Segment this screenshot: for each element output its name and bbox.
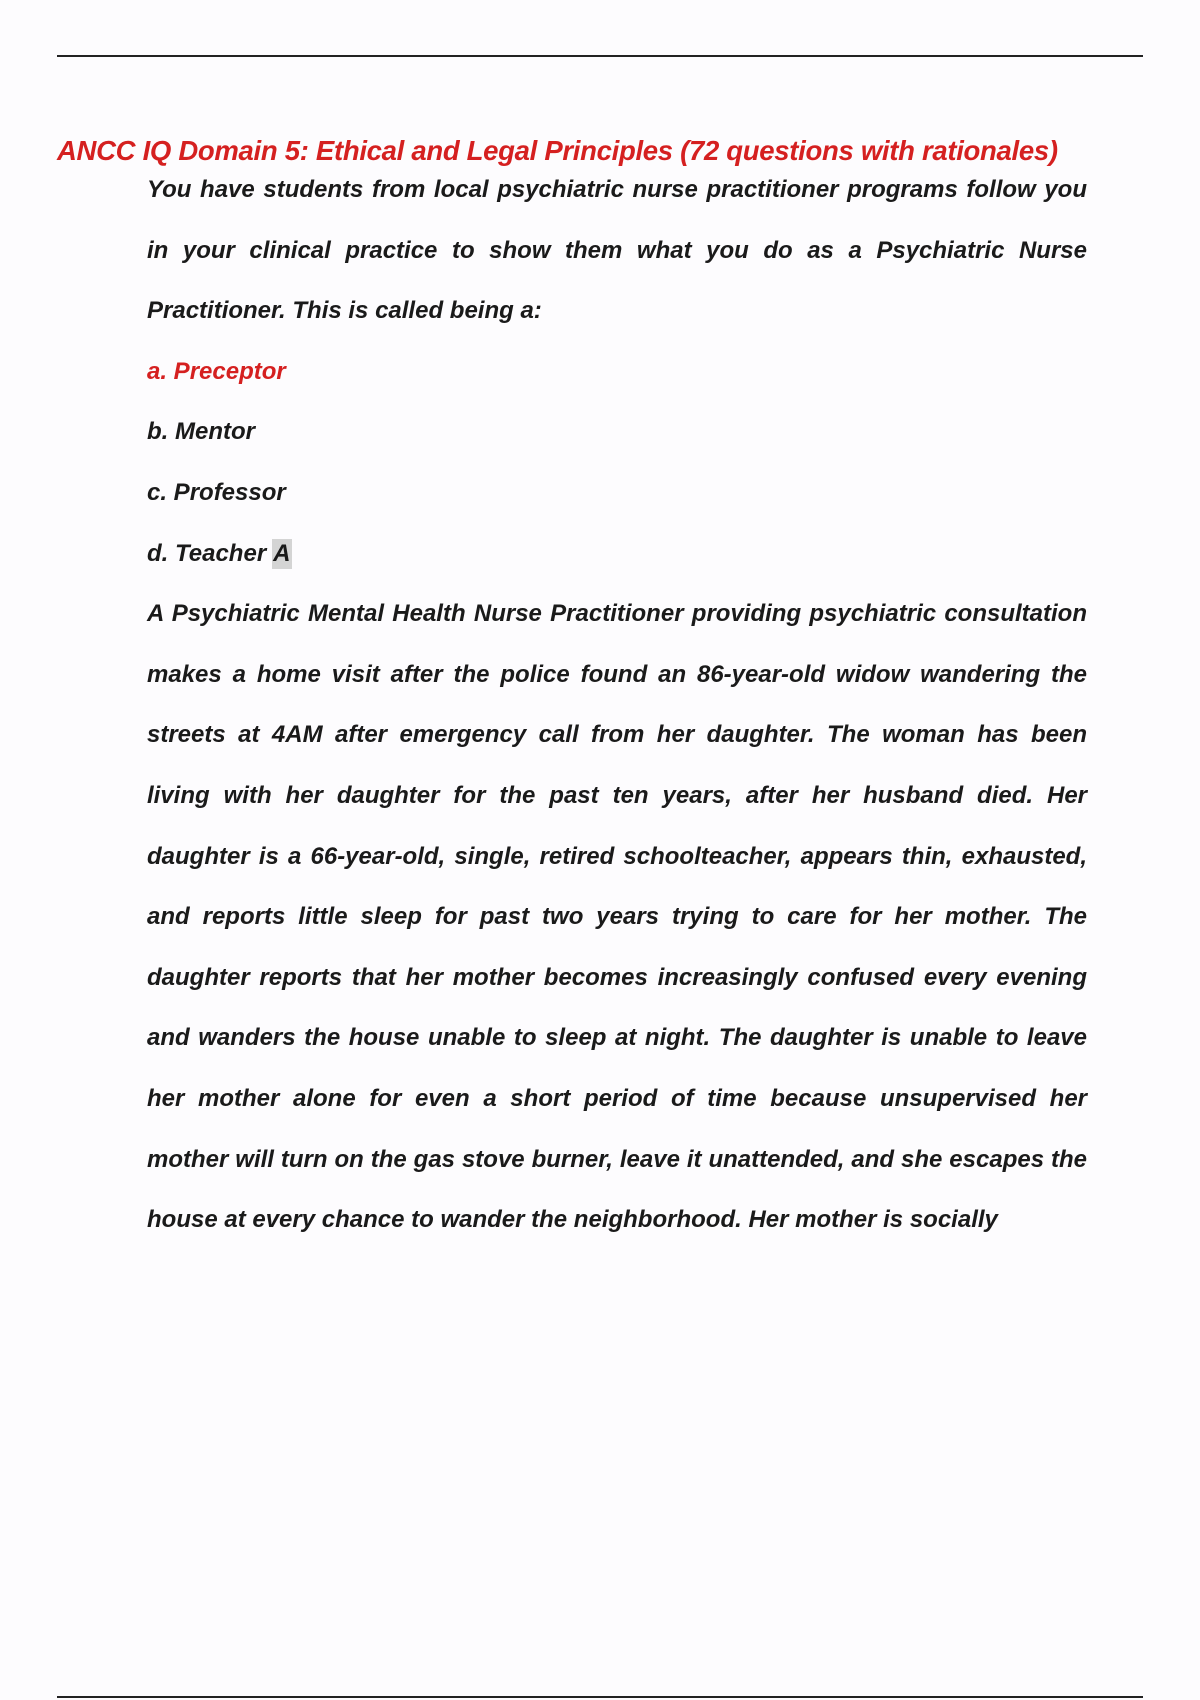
document-title: ANCC IQ Domain 5: Ethical and Legal Principles (72 questions with rationales) [57, 135, 1058, 166]
option-a-correct: a. Preceptor [147, 357, 286, 385]
header-divider [57, 55, 1143, 57]
footer-divider [57, 1696, 1143, 1698]
option-d-row [147, 524, 1087, 585]
answer-key: A [273, 539, 291, 567]
question-1-stem: You have students from local psychiatric nurse practitioner programs follow you in your clinical practice to show them what you do as a Psychiatric Nurse Practitioner. This is called being a: [147, 176, 1087, 325]
document-body [147, 160, 1087, 1251]
option-b: b. Mentor [147, 418, 255, 446]
option-d: d. Teacher [147, 539, 267, 567]
question-2-stem: A Psychiatric Mental Health Nurse Practitioner providing psychiatric consultation makes a home visit after the police found an 86-year-old widow wandering the streets at 4AM after emergency call from her daughter. The woman has been living with her daughter for the past ten years, after her husband died. Her daughter is a 66-year-old, single, retired schoolteacher, appears thin, exhausted, and reports little sleep for past two years trying to care for her mother. The daughter reports that her mother becomes increasingly confused every evening and wanders the house unable to sleep at night. The daughter is unable to leave her mother alone for even a short period of time because unsupervised her mother will turn on the gas stove burner, leave it unattended, and she escapes the house at every chance to wander the neighborhood. Her mother is socially [147, 600, 1087, 1234]
option-c: c. Professor [147, 478, 286, 506]
